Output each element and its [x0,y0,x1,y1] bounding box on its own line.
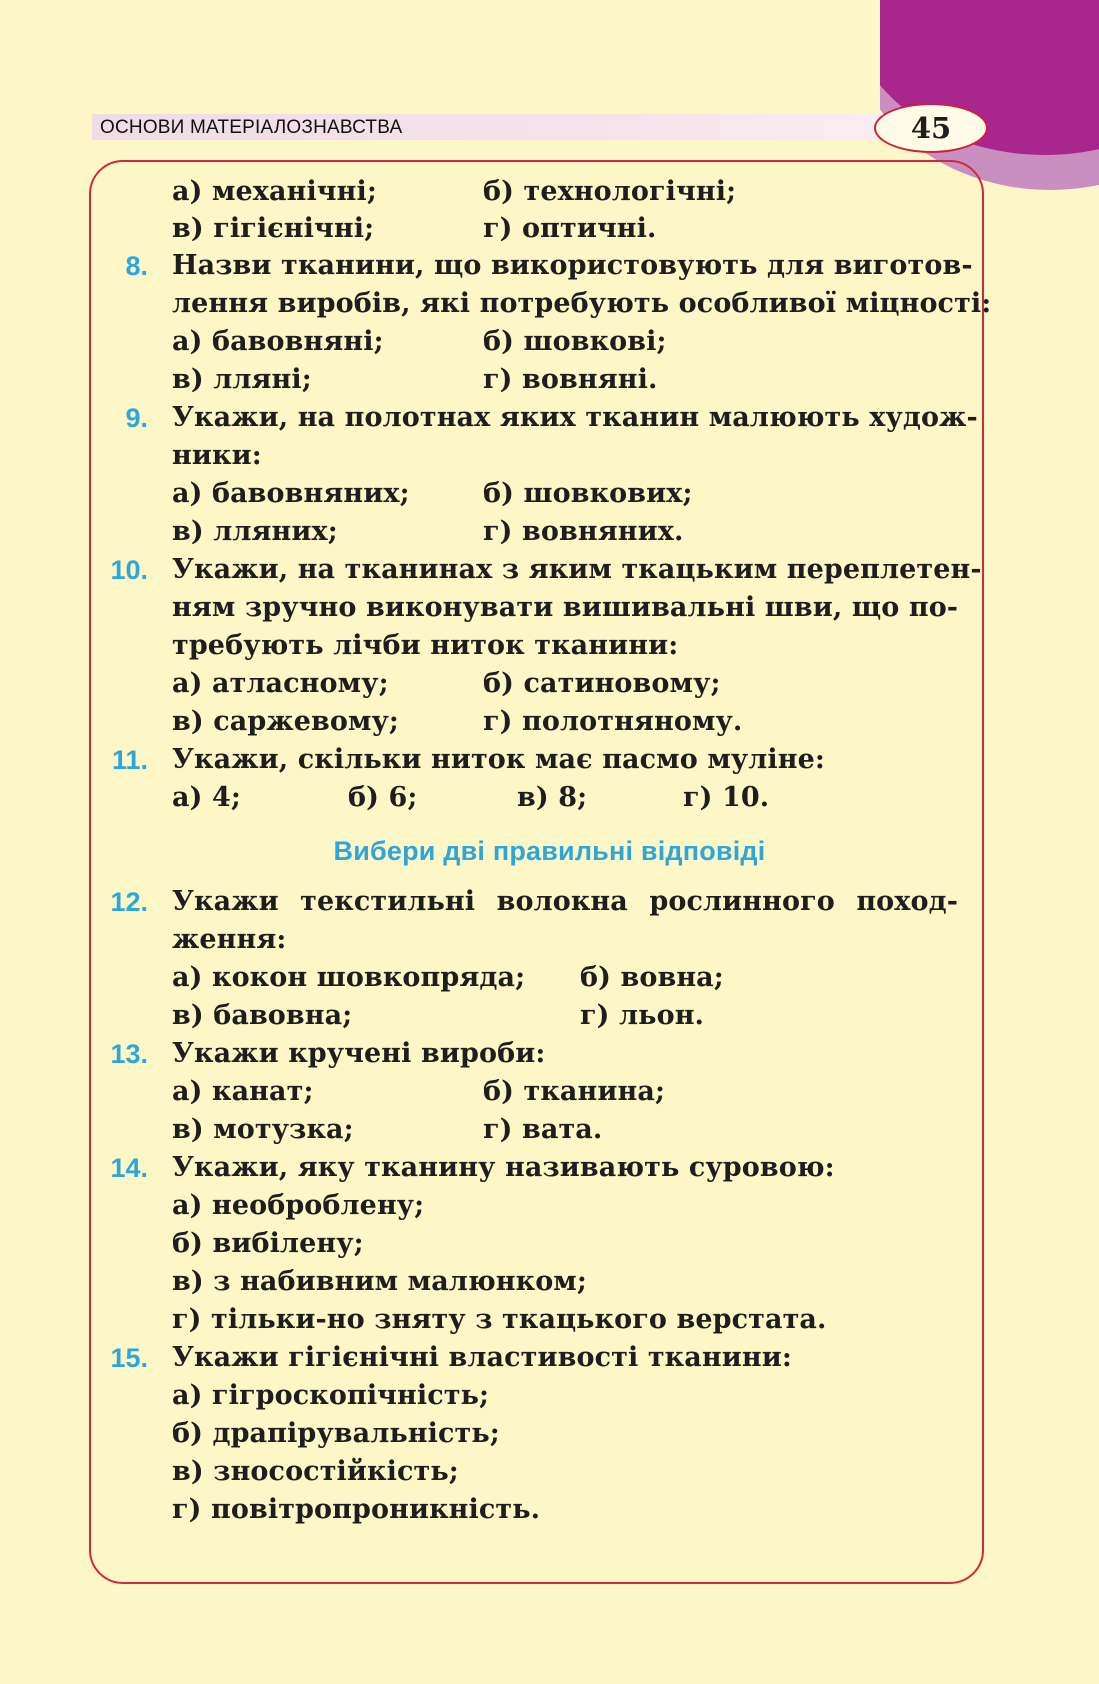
q15-text-line1: Укажи гігієнічні властивості тканини: [172,1342,792,1373]
q9-text-line1: Укажи, на полотнах яких тканин малюють худож- [172,402,978,433]
q10-option-a: а) атласному; [172,668,389,699]
section-title: ОСНОВИ МАТЕРІАЛОЗНАВСТВА [100,117,403,138]
q11-text-line1: Укажи, скільки ниток має пасмо муліне: [172,744,825,775]
q12-option-d: г) льон. [580,1000,705,1031]
q8-option-c: в) лляні; [172,364,312,395]
q8-option-b: б) шовкові; [483,326,667,357]
q11-option-a: а) 4; [172,782,241,813]
q14-number: 14. [110,1153,148,1183]
q13-option-b: б) тканина; [483,1076,666,1107]
q15-option-a: а) гігроскопічність; [172,1380,490,1411]
q13-number: 13. [110,1039,148,1069]
q15-option-b: б) драпірувальність; [172,1418,500,1449]
q9-number: 9. [125,403,148,433]
q8-option-d: г) вовняні. [483,364,658,395]
q9-option-d: г) вовняних. [483,516,684,547]
q14-option-b: б) вибілену; [172,1228,364,1259]
q10-text-line2: ням зручно виконувати вишивальні шви, що по- [172,592,959,623]
section-heading: Вибери дві правильні відповіді [333,836,766,866]
q12-text-line1: Укажи текстильні волокна рослинного поход- [172,886,958,917]
q10-text-line1: Укажи, на тканинах з яким ткацьким переплетен- [172,554,982,585]
q7-option-b: б) технологічні; [483,176,737,207]
q7-option-a: а) механічні; [172,176,377,207]
q12-number: 12. [110,887,148,917]
q9-option-c: в) лляних; [172,516,338,547]
q10-option-b: б) сатиновому; [483,668,721,699]
q13-option-d: г) вата. [483,1114,603,1145]
q14-option-c: в) з набивним малюнком; [172,1266,587,1297]
q8-option-a: а) бавовняні; [172,326,384,357]
q9-option-a: а) бавовняних; [172,478,410,509]
q13-text-line1: Укажи кручені вироби: [172,1038,546,1069]
q7-option-d: г) оптичні. [483,213,657,244]
q8-text-line1: Назви тканини, що використовують для виготов- [172,250,973,281]
q14-option-a: а) необроблену; [172,1190,425,1221]
page-number: 45 [874,103,988,153]
q10-number: 10. [110,555,148,585]
q12-option-b: б) вовна; [580,962,724,993]
q11-number: 11. [111,745,148,775]
q10-option-c: в) саржевому; [172,706,399,737]
q8-number: 8. [125,251,148,281]
q11-option-c: в) 8; [517,782,588,813]
q11-option-b: б) 6; [348,782,418,813]
q12-option-a: а) кокон шовкопряда; [172,962,526,993]
q15-option-c: в) зносостійкість; [172,1456,459,1487]
q9-text-line2: ники: [172,440,262,471]
q9-option-b: б) шовкових; [483,478,693,509]
q10-option-d: г) полотняному. [483,706,743,737]
q8-text-line2: лення виробів, які потребують особливої міцності: [172,288,992,319]
q15-number: 15. [110,1343,148,1373]
q13-option-a: а) канат; [172,1076,314,1107]
q7-option-c: в) гігієнічні; [172,213,375,244]
q15-option-d: г) повітропроникність. [172,1494,541,1525]
q12-option-c: в) бавовна; [172,1000,353,1031]
q11-option-d: г) 10. [683,782,770,813]
q10-text-line3: требують лічби ниток тканини: [172,630,679,661]
q12-text-line2: ження: [172,924,287,955]
q14-text-line1: Укажи, яку тканину називають суровою: [172,1152,835,1183]
q14-option-d: г) тільки-но зняту з ткацького верстата. [172,1304,827,1335]
q13-option-c: в) мотузка; [172,1114,354,1145]
